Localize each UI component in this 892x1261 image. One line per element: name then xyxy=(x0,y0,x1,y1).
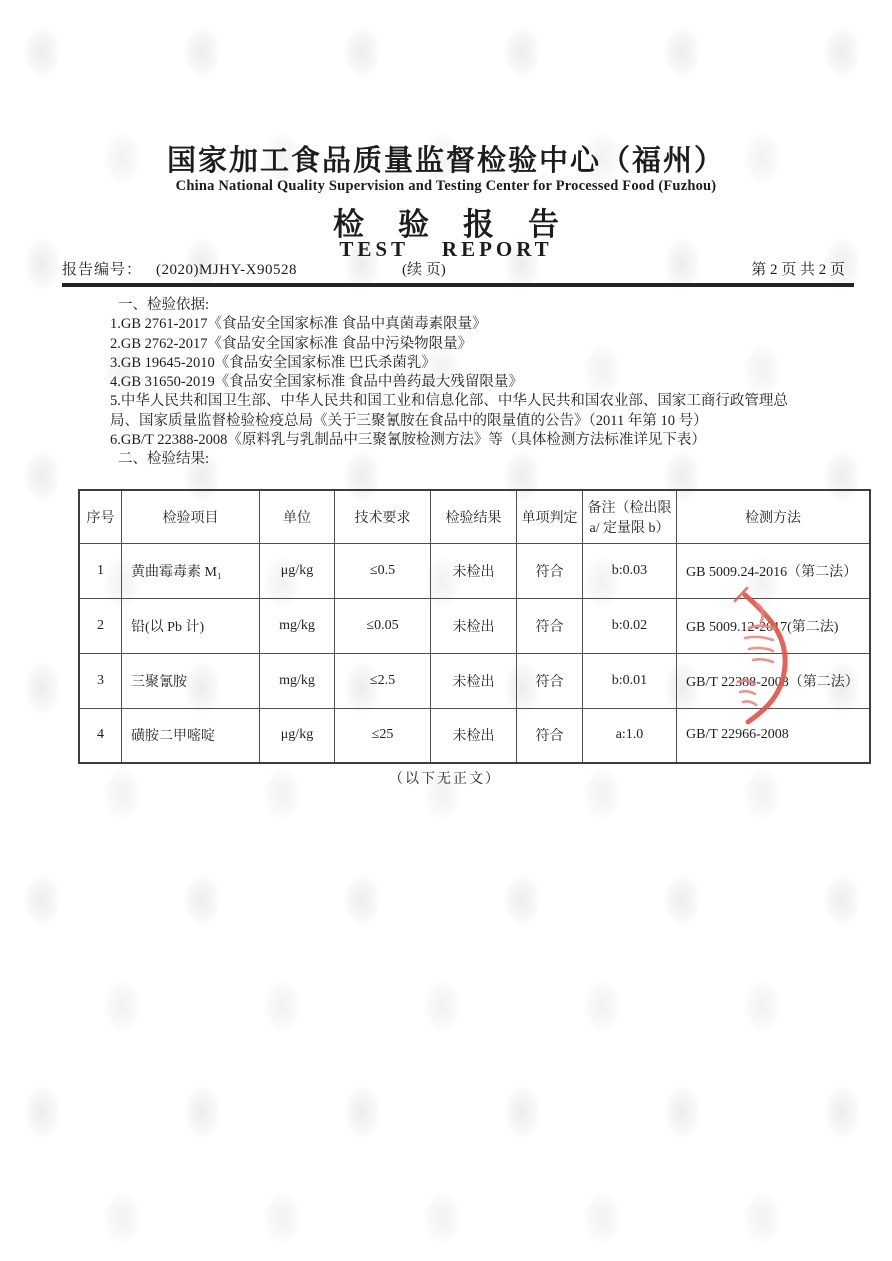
header-divider xyxy=(62,283,854,287)
cell-method: GB/T 22388-2008（第二法） xyxy=(677,653,871,708)
org-name-english: China National Quality Supervision and Testing Center for Processed Food (Fuzhou) xyxy=(175,178,717,194)
cell-requirement: ≤0.5 xyxy=(335,543,431,598)
report-number xyxy=(62,258,297,279)
cell-requirement: ≤25 xyxy=(335,708,431,763)
cell-unit: μg/kg xyxy=(260,708,335,763)
table-row xyxy=(79,598,870,653)
basis-item: 2.GB 2762-2017《食品安全国家标准 食品中污染物限量》 xyxy=(110,335,473,352)
cell-seq: 4 xyxy=(79,708,122,763)
cell-item: 黄曲霉毒素 M₁ xyxy=(122,543,260,598)
table-row xyxy=(79,653,870,708)
cell-judgement: 符合 xyxy=(517,543,583,598)
cell-result: 未检出 xyxy=(431,708,517,763)
column-header-judgement: 单项判定 xyxy=(517,490,583,543)
cell-result: 未检出 xyxy=(431,543,517,598)
basis-item: 5.中华人民共和国卫生部、中华人民共和国工业和信息化部、中华人民共和国农业部、国家工商行政管理总局、国家质量监督检验检疫总局《关于三聚氰胺在食品中的限量值的公告》（2011 年第 10 号） xyxy=(110,393,788,429)
column-header-remark: 备注（检出限 a/ 定量限 b） xyxy=(583,490,677,543)
cell-judgement: 符合 xyxy=(517,708,583,763)
cell-remark: b:0.02 xyxy=(583,598,677,653)
cell-requirement: ≤0.05 xyxy=(335,598,431,653)
continuation-note: (续 页) xyxy=(402,262,446,278)
end-of-text-note: （以下无正文） xyxy=(389,772,501,787)
cell-method: GB 5009.24-2016（第二法） xyxy=(677,543,871,598)
cell-unit: mg/kg xyxy=(260,598,335,653)
cell-seq: 2 xyxy=(79,598,122,653)
table-header-row xyxy=(79,490,870,543)
results-heading: 二、检验结果: xyxy=(118,451,210,468)
basis-item: 3.GB 19645-2010《食品安全国家标准 巴氏杀菌乳》 xyxy=(110,354,436,371)
cell-remark: a:1.0 xyxy=(583,708,677,763)
table-row xyxy=(79,543,870,598)
basis-item: 1.GB 2761-2017《食品安全国家标准 食品中真菌毒素限量》 xyxy=(110,316,487,333)
cell-method: GB 5009.12-2017(第二法) xyxy=(677,598,871,653)
cell-result: 未检出 xyxy=(431,653,517,708)
org-name-chinese: 国家加工食品质量监督检验中心（福州） xyxy=(166,145,725,177)
column-header-item: 检验项目 xyxy=(122,490,260,543)
cell-unit: mg/kg xyxy=(260,653,335,708)
table-row xyxy=(79,708,870,763)
cell-result: 未检出 xyxy=(431,598,517,653)
report-number-label: 报告编号： xyxy=(62,262,143,278)
report-title-chinese: 检验报告 xyxy=(333,207,593,242)
column-header-seq: 序号 xyxy=(79,490,122,543)
cell-remark: b:0.03 xyxy=(583,543,677,598)
cell-item: 磺胺二甲嘧啶 xyxy=(122,708,260,763)
page-indicator: 第 2 页 共 2 页 xyxy=(751,262,845,278)
basis-heading: 一、检验依据: xyxy=(118,297,210,313)
basis-section xyxy=(110,296,807,470)
cell-judgement: 符合 xyxy=(517,598,583,653)
basis-item: 6.GB/T 22388-2008《原料乳与乳制品中三聚氰胺检测方法》等（具体检测方法标准详见下表） xyxy=(110,432,706,449)
cell-seq: 3 xyxy=(79,653,122,708)
cell-remark: b:0.01 xyxy=(583,653,677,708)
results-table xyxy=(78,489,871,764)
column-header-unit: 单位 xyxy=(260,490,335,543)
cell-unit: μg/kg xyxy=(260,543,335,598)
report-title-english: TEST REPORT xyxy=(339,237,553,261)
report-number-value: (2020)MJHY-X90528 xyxy=(156,262,298,278)
column-header-requirement: 技术要求 xyxy=(335,490,431,543)
cell-item: 铅(以 Pb 计) xyxy=(122,598,260,653)
column-header-method: 检测方法 xyxy=(677,490,871,543)
cell-requirement: ≤2.5 xyxy=(335,653,431,708)
cell-item: 三聚氰胺 xyxy=(122,653,260,708)
column-header-result: 检验结果 xyxy=(431,490,517,543)
basis-item: 4.GB 31650-2019《食品安全国家标准 食品中兽药最大残留限量》 xyxy=(110,374,523,391)
cell-judgement: 符合 xyxy=(517,653,583,708)
cell-seq: 1 xyxy=(79,543,122,598)
cell-method: GB/T 22966-2008 xyxy=(677,708,871,763)
